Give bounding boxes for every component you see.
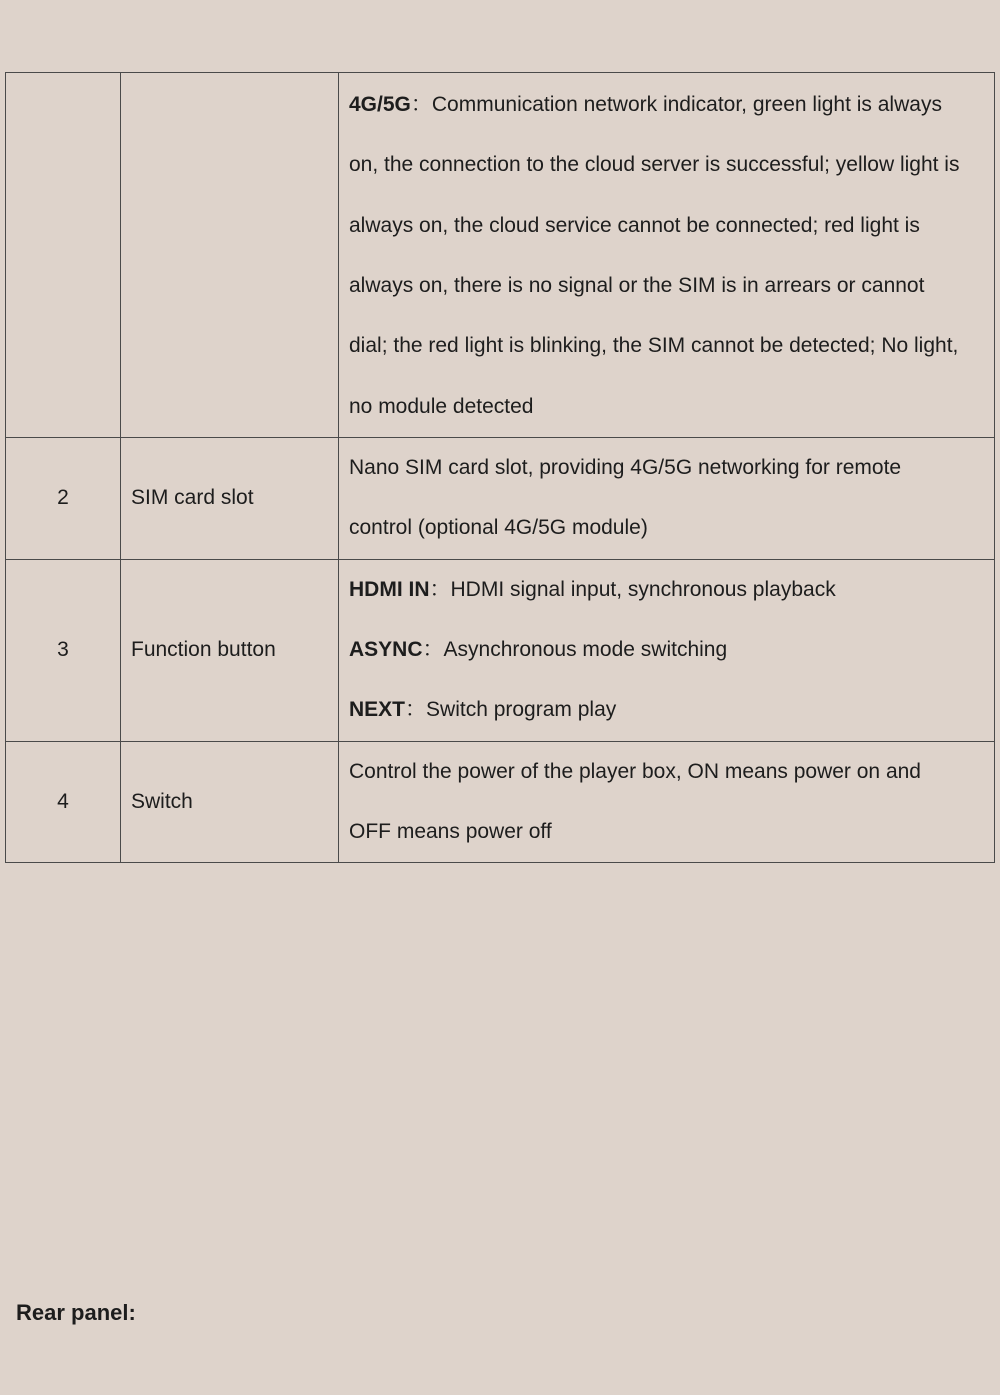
description-line: dial; the red light is blinking, the SIM cannot be detected; No light,: [349, 334, 959, 358]
description-text: HDMI signal input, synchronous playback: [450, 577, 836, 601]
description-line: on, the connection to the cloud server is successful; yellow light is: [349, 153, 960, 177]
row-description: [339, 741, 995, 863]
row-name: Switch: [121, 741, 339, 863]
description-line: [349, 560, 986, 620]
row-name: Function button: [121, 559, 339, 741]
description-text: Communication network indicator, green light is always: [431, 93, 942, 117]
description-line: always on, the cloud service cannot be connected; red light is: [349, 213, 920, 237]
row-description: [339, 73, 995, 438]
description-keyword: ASYNC: [349, 637, 423, 661]
keyword-separator: ：: [410, 93, 432, 117]
description-line: [349, 680, 986, 740]
description-line: Control the power of the player box, ON means power on and: [349, 759, 921, 783]
description-line: [349, 620, 986, 680]
row-description: [339, 438, 995, 560]
table-row: [6, 741, 995, 863]
description-keyword: NEXT: [349, 698, 406, 722]
description-keyword: 4G/5G: [349, 93, 411, 117]
row-number: 4: [6, 741, 121, 863]
description-line: Nano SIM card slot, providing 4G/5G networking for remote: [349, 456, 902, 479]
table-row: [6, 438, 995, 560]
description-keyword: HDMI IN: [349, 577, 430, 601]
row-description: [339, 559, 995, 741]
table-row: [6, 559, 995, 741]
row-name: [121, 73, 339, 438]
description-line: [349, 75, 986, 135]
row-number: 2: [6, 438, 121, 560]
description-text: Switch program play: [426, 698, 617, 722]
row-number: [6, 73, 121, 438]
keyword-separator: ：: [405, 698, 427, 722]
description-line: always on, there is no signal or the SIM is in arrears or cannot: [349, 274, 925, 297]
keyword-separator: ：: [429, 577, 451, 601]
row-name: SIM card slot: [121, 438, 339, 560]
description-line: no module detected: [349, 394, 534, 418]
description-line: control (optional 4G/5G module): [349, 516, 648, 540]
description-text: Asynchronous mode switching: [443, 637, 728, 661]
rear-panel-heading: Rear panel:: [16, 1300, 136, 1325]
keyword-separator: ：: [422, 637, 444, 661]
table-row: [6, 73, 995, 438]
row-number: 3: [6, 559, 121, 741]
description-line: OFF means power off: [349, 819, 552, 843]
spec-table: [5, 72, 995, 863]
